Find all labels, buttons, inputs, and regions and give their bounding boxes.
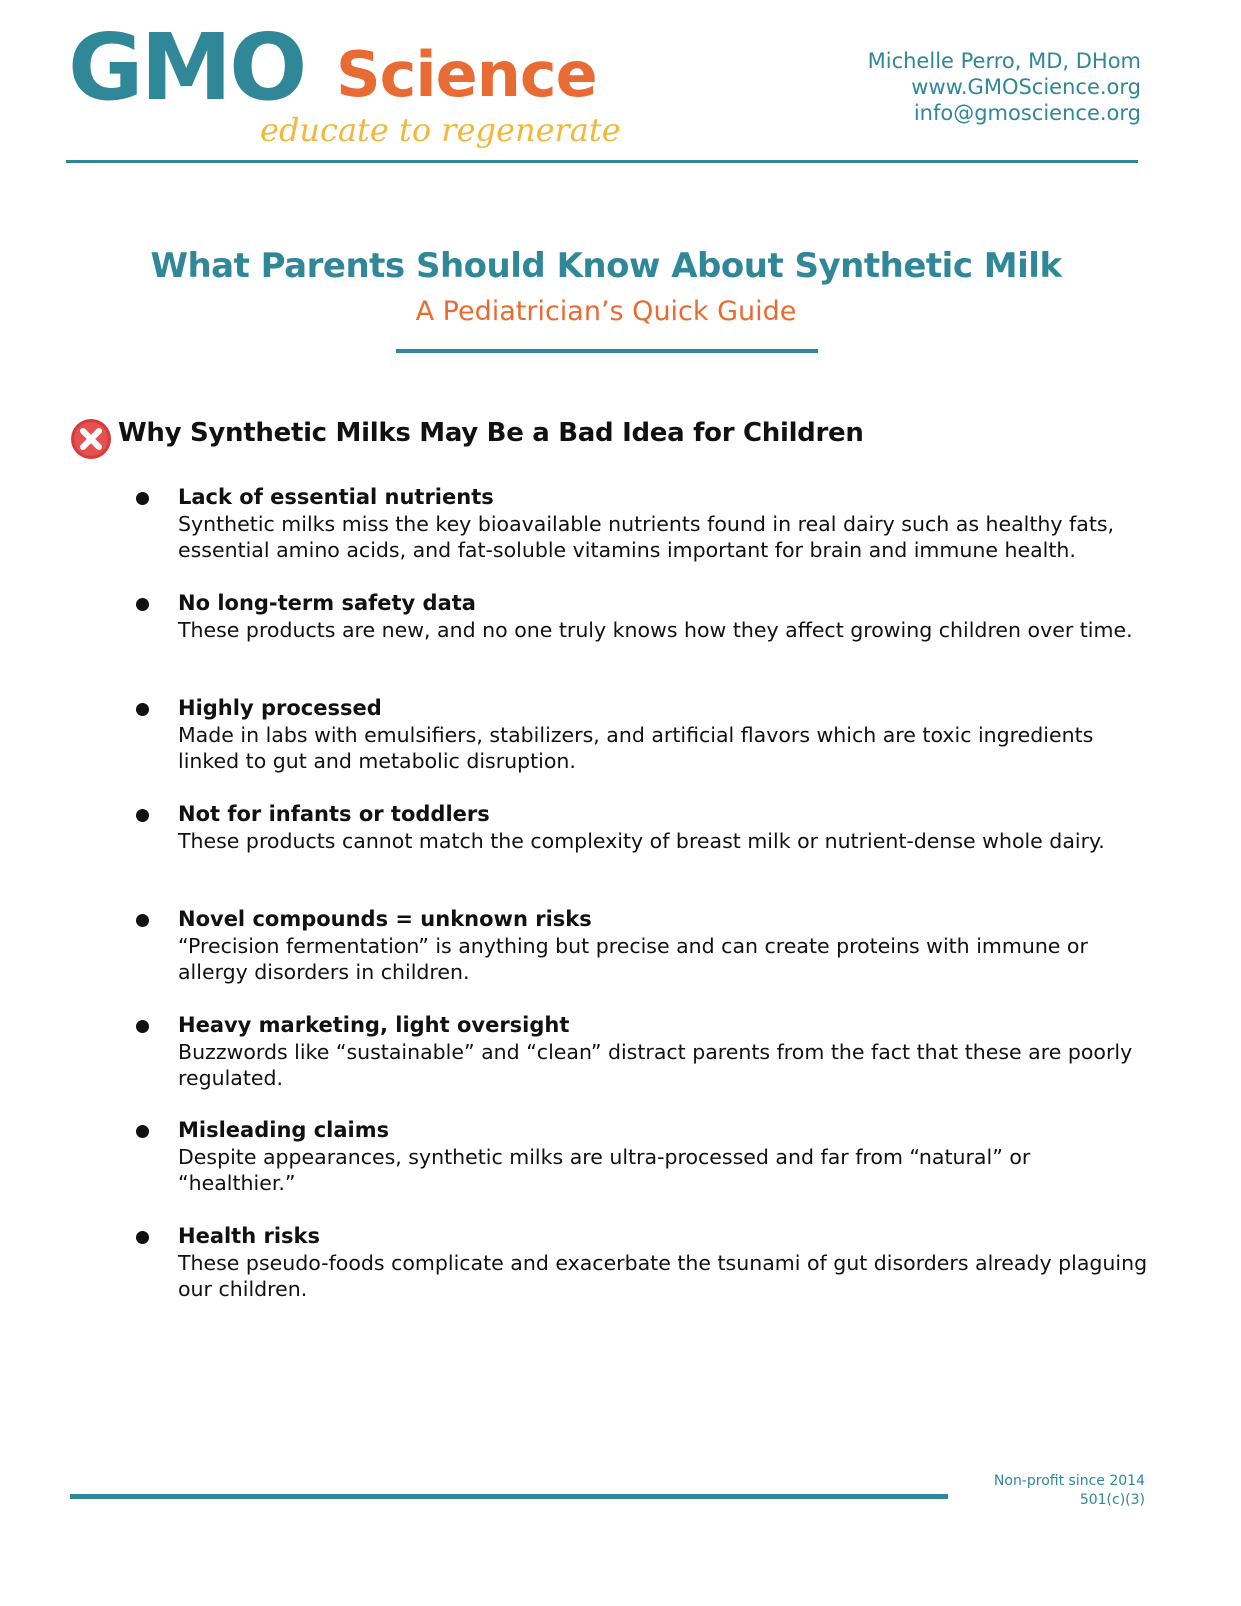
header-divider [66, 160, 1138, 163]
footer-nonprofit: Non-profit since 2014 [993, 1473, 1145, 1489]
logo-science-text: Science [336, 38, 597, 111]
item-title: Novel compounds = unknown risks [178, 907, 592, 931]
item-title: Lack of essential nutrients [178, 485, 494, 509]
bullet-icon [136, 492, 149, 505]
list-item [0, 484, 1241, 590]
title-divider [396, 349, 818, 353]
logo-tagline: educate to regenerate [260, 111, 621, 149]
bullet-icon [136, 914, 149, 927]
bullet-icon [136, 809, 149, 822]
bullet-icon [136, 1125, 149, 1138]
bullet-icon [136, 1231, 149, 1244]
bullet-list [0, 484, 1241, 1328]
document-title: What Parents Should Know About Synthetic Milk [150, 246, 1062, 286]
item-body: Made in labs with emulsifiers, stabilizers, and artificial flavors which are toxic ingredients linked to gut and metabolic disruption. [178, 723, 1094, 773]
item-title: Misleading claims [178, 1118, 390, 1142]
footer-status: 501(c)(3) [1079, 1492, 1145, 1508]
gmoscience-logo [68, 14, 628, 162]
red-x-circle-icon [70, 418, 112, 460]
footer-divider [70, 1494, 948, 1499]
list-item [0, 1223, 1241, 1329]
logo-gmo-text: GMO [68, 14, 305, 121]
document-subtitle: A Pediatrician’s Quick Guide [415, 296, 797, 327]
item-body: “Precision fermentation” is anything but precise and can create proteins with immune or allergy disorders in children. [178, 934, 1088, 984]
item-title: Highly processed [178, 696, 382, 720]
item-body: These products cannot match the complexity of breast milk or nutrient-dense whole dairy. [178, 828, 1105, 853]
list-item [0, 590, 1241, 696]
contact-email[interactable]: info@gmoscience.org [913, 101, 1141, 125]
item-title: Heavy marketing, light oversight [178, 1012, 570, 1037]
list-item [0, 1117, 1241, 1223]
item-title: Not for infants or toddlers [178, 801, 490, 826]
bullet-icon [136, 1020, 149, 1033]
contact-name: Michelle Perro, MD, DHom [867, 49, 1141, 73]
item-body: These products are new, and no one truly knows how they affect growing children over time. [178, 617, 1133, 642]
item-body: Synthetic milks miss the key bioavailable nutrients found in real dairy such as healthy fats, essential amino acids, and fat-soluble vitamins important for brain and immune health. [178, 512, 1115, 562]
bullet-icon [136, 703, 149, 716]
item-body: These pseudo-foods complicate and exacerbate the tsunami of gut disorders already plaguing our children. [178, 1250, 1148, 1301]
bullet-icon [136, 598, 149, 611]
list-item [0, 1012, 1241, 1118]
contact-block [868, 48, 1141, 126]
item-body: Buzzwords like “sustainable” and “clean” distract parents from the fact that these are poorly regulated. [178, 1039, 1133, 1090]
contact-website[interactable]: www.GMOScience.org [911, 75, 1141, 99]
item-title: Health risks [178, 1223, 321, 1248]
list-item [0, 801, 1241, 907]
item-title: No long-term safety data [178, 590, 476, 615]
item-body: Despite appearances, synthetic milks are ultra-processed and far from “natural” or “healthier.” [178, 1145, 1031, 1195]
footer-note [994, 1472, 1145, 1510]
list-item [0, 906, 1241, 1012]
section-heading: Why Synthetic Milks May Be a Bad Idea for Children [118, 418, 864, 448]
list-item [0, 695, 1241, 801]
